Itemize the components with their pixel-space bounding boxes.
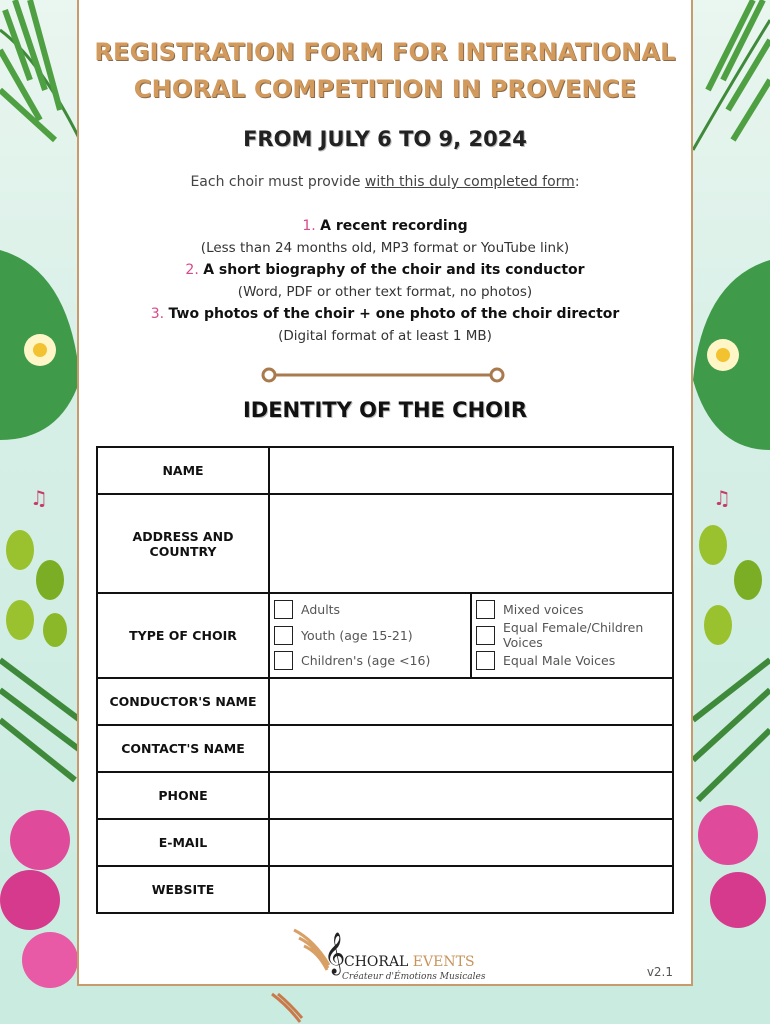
requirement-3-number: 3. xyxy=(150,306,165,322)
age-category-column xyxy=(270,594,470,677)
competition-dates: FROM JULY 6 TO 9, 2024 xyxy=(243,127,527,151)
requirement-1-label: A recent recording xyxy=(320,218,468,234)
voice-type-column xyxy=(470,594,672,677)
choir-identity-table xyxy=(96,446,674,914)
conductor-label: CONDUCTOR'S NAME xyxy=(97,678,269,725)
palm-leaf-left xyxy=(0,0,80,140)
row-phone xyxy=(97,772,673,819)
website-field[interactable] xyxy=(269,866,673,913)
row-email xyxy=(97,819,673,866)
brand-name-part-1: CHORAL xyxy=(344,954,409,970)
intro-link-text: with this duly completed form xyxy=(364,174,575,190)
row-conductor xyxy=(97,678,673,725)
address-field[interactable] xyxy=(269,494,673,593)
requirement-1-title xyxy=(79,218,691,234)
row-type-of-choir xyxy=(97,593,673,678)
bougainvillea-left xyxy=(0,810,78,988)
ornament-divider xyxy=(261,367,505,383)
requirement-2-number: 2. xyxy=(185,262,199,278)
name-label: NAME xyxy=(97,447,269,494)
bottom-ornament-icon xyxy=(270,992,306,1024)
type-of-choir-options xyxy=(269,593,673,678)
address-label-line-1: ADDRESS AND xyxy=(132,528,234,544)
palm-leaf-lower-left xyxy=(0,660,80,780)
olive-branch-left xyxy=(6,530,67,647)
name-field[interactable] xyxy=(269,447,673,494)
bougainvillea-right xyxy=(698,805,766,928)
frangipani-flower-right xyxy=(707,339,739,371)
contact-label: CONTACT'S NAME xyxy=(97,725,269,772)
row-website xyxy=(97,866,673,913)
requirement-3-title xyxy=(79,306,691,322)
title-line-1: REGISTRATION FORM FOR INTERNATIONAL xyxy=(94,38,676,66)
row-name xyxy=(97,447,673,494)
equal-male-checkbox[interactable] xyxy=(476,651,495,670)
version-label: v2.1 xyxy=(646,965,673,979)
palm-leaf-lower-right xyxy=(693,660,770,800)
conductor-field[interactable] xyxy=(269,678,673,725)
email-label: E-MAIL xyxy=(97,819,269,866)
brand-tagline: Créateur d'Émotions Musicales xyxy=(342,972,486,982)
intro-suffix: : xyxy=(574,174,580,190)
row-address xyxy=(97,494,673,593)
website-label: WEBSITE xyxy=(97,866,269,913)
brand-name xyxy=(344,954,475,970)
section-title: IDENTITY OF THE CHOIR xyxy=(242,398,528,422)
youth-checkbox[interactable] xyxy=(274,626,293,645)
requirement-2-title xyxy=(79,262,691,278)
row-contact xyxy=(97,725,673,772)
adults-label: Adults xyxy=(301,602,341,618)
form-title xyxy=(79,34,691,108)
form-page xyxy=(77,0,693,986)
youth-label: Youth (age 15-21) xyxy=(301,627,413,643)
option-children[interactable] xyxy=(274,648,466,674)
option-equal-male[interactable] xyxy=(476,648,668,674)
email-field[interactable] xyxy=(269,819,673,866)
brand-name-part-2: EVENTS xyxy=(408,954,475,970)
treble-clef-icon: 𝄞 xyxy=(324,933,346,974)
requirement-3-detail: (Digital format of at least 1 MB) xyxy=(278,328,492,344)
music-note-icon-right: ♫ xyxy=(713,486,731,510)
equal-female-label: Equal Female/Children Voices xyxy=(503,620,644,651)
requirement-3-label: Two photos of the choir + one photo of the choir director xyxy=(168,306,620,322)
equal-male-label: Equal Male Voices xyxy=(503,653,616,669)
requirement-2-detail: (Word, PDF or other text format, no photos) xyxy=(237,284,533,300)
intro-prefix: Each choir must provide xyxy=(190,174,365,190)
option-equal-female[interactable] xyxy=(476,620,668,651)
adults-checkbox[interactable] xyxy=(274,600,293,619)
option-adults[interactable] xyxy=(274,597,466,623)
option-youth[interactable] xyxy=(274,623,466,649)
music-note-icon-left: ♫ xyxy=(30,486,48,510)
intro-text xyxy=(79,174,691,190)
phone-label: PHONE xyxy=(97,772,269,819)
mixed-voices-checkbox[interactable] xyxy=(476,600,495,619)
right-foliage-decoration xyxy=(693,0,770,1024)
equal-female-checkbox[interactable] xyxy=(476,626,495,645)
title-line-2: CHORAL COMPETITION IN PROVENCE xyxy=(133,75,637,103)
requirement-1-detail: (Less than 24 months old, MP3 format or YouTube link) xyxy=(200,240,570,256)
choral-events-logo xyxy=(284,920,504,980)
children-label: Children's (age <16) xyxy=(301,653,431,669)
frangipani-flower-left xyxy=(24,334,56,366)
address-label xyxy=(97,494,269,593)
olive-branch-right xyxy=(699,525,762,645)
children-checkbox[interactable] xyxy=(274,651,293,670)
contact-field[interactable] xyxy=(269,725,673,772)
requirement-2-label: A short biography of the choir and its conductor xyxy=(203,262,585,278)
address-label-line-2: COUNTRY xyxy=(149,543,217,559)
left-foliage-decoration xyxy=(0,0,80,1024)
type-of-choir-label: TYPE OF CHOIR xyxy=(97,593,269,678)
option-mixed-voices[interactable] xyxy=(476,597,668,623)
phone-field[interactable] xyxy=(269,772,673,819)
palm-leaf-right xyxy=(693,0,770,150)
mixed-voices-label: Mixed voices xyxy=(503,602,584,618)
requirement-1-number: 1. xyxy=(302,218,316,234)
